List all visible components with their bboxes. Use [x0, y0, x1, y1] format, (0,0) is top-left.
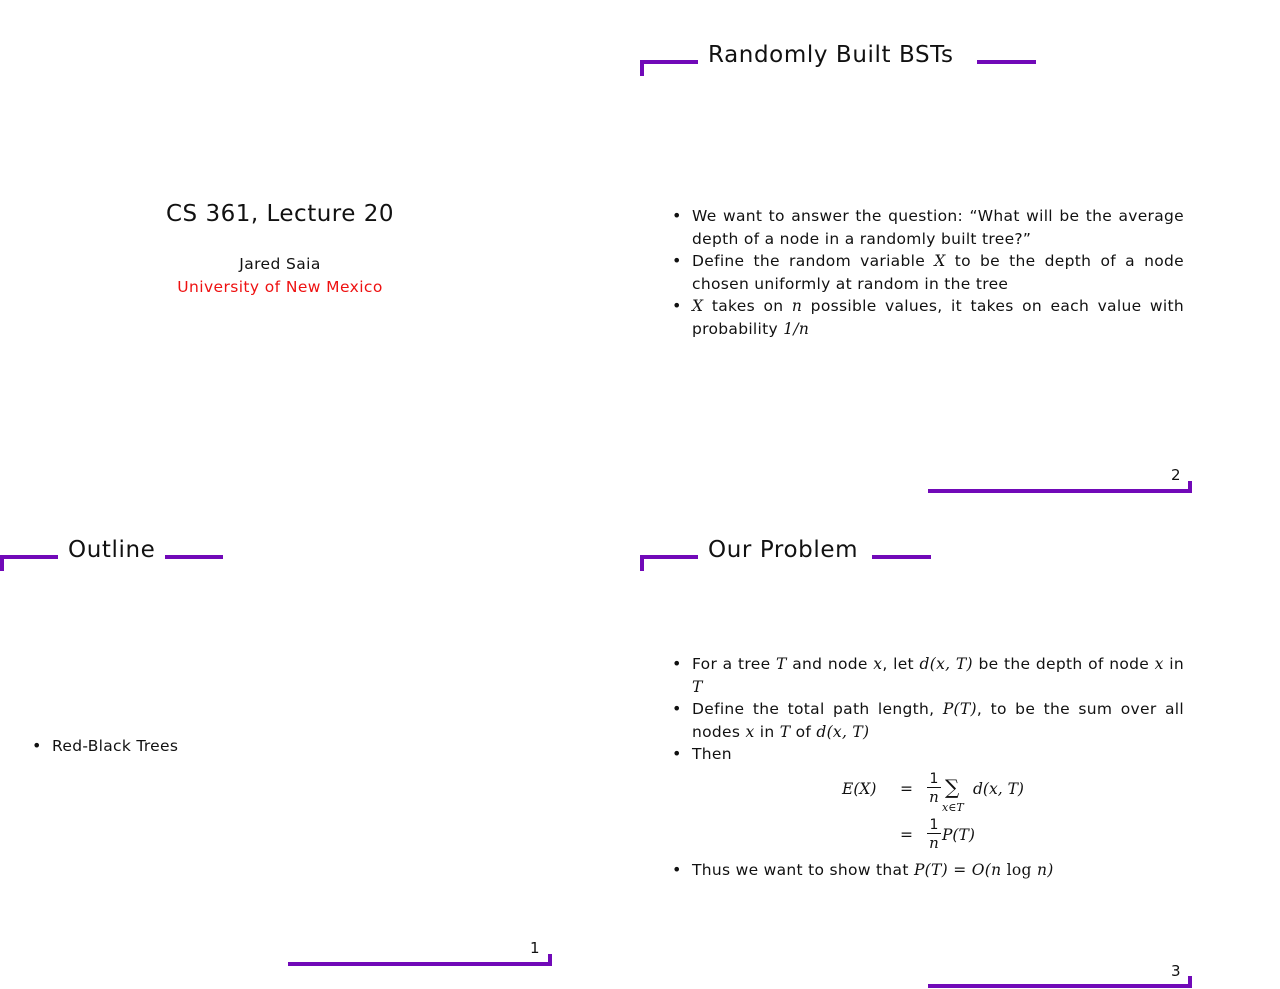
frame-corner-bottom-right — [288, 954, 552, 966]
fraction-one-over-n: $\frac{1}{n}$ — [927, 771, 941, 806]
equals-sign: = — [900, 826, 913, 844]
frame-corner-bottom-right — [928, 481, 1192, 493]
equation-lhs: E(X) — [842, 780, 877, 798]
slide-outline — [0, 495, 640, 989]
frame-corner-top-left — [640, 555, 698, 571]
bullet-list — [32, 735, 572, 758]
bullet-item: • Define the total path length, P(T), to be the sum over all nodes x in T of d(x, T) — [672, 698, 1184, 743]
slide-title: Outline — [68, 537, 156, 563]
frame-corner-bottom-right — [928, 976, 1192, 988]
slide-cover — [0, 0, 640, 495]
sum-subscript: x∈T — [942, 801, 964, 814]
title-rule — [165, 555, 223, 559]
title-rule — [977, 60, 1036, 64]
frame-corner-top-left — [0, 555, 58, 571]
page-number: 3 — [1171, 962, 1181, 980]
bullet-item: • Thus we want to show that P(T) = O(n log n) — [672, 859, 1184, 882]
bullet-list-bottom — [672, 859, 1184, 882]
page-number: 1 — [530, 939, 540, 957]
sum-term: d(x, T) — [973, 780, 1024, 798]
course-title: CS 361, Lecture 20 — [166, 201, 394, 227]
sum-symbol: ∑ — [945, 775, 960, 799]
bullet-list — [672, 205, 1184, 340]
page-number: 2 — [1171, 466, 1181, 484]
frame-corner-top-left — [640, 60, 698, 76]
institution-name: University of New Mexico — [177, 278, 383, 296]
equals-sign: = — [900, 780, 913, 798]
bullet-list-top — [672, 653, 1184, 766]
bullet-item: • We want to answer the question: “What will be the average depth of a node in a randomly built tree?” — [672, 205, 1184, 250]
fraction-one-over-n: $\frac{1}{n}$ — [927, 817, 941, 852]
bullet-item: • For a tree T and node x, let d(x, T) be the depth of node x in T — [672, 653, 1184, 698]
slide-our-problem — [640, 495, 1280, 989]
bullet-item: • X takes on n possible values, it takes on each value with probability 1/n — [672, 295, 1184, 340]
slide-title: Our Problem — [708, 537, 859, 563]
term-path-length: P(T) — [942, 826, 975, 844]
author-name: Jared Saia — [239, 255, 321, 273]
bullet-item: • Red-Black Trees — [32, 735, 572, 758]
title-rule — [872, 555, 931, 559]
bullet-item: • Define the random variable X to be the depth of a node chosen uniformly at random in the tree — [672, 250, 1184, 295]
slide-randomly-built-bsts — [640, 0, 1280, 495]
slide-title: Randomly Built BSTs — [708, 42, 954, 68]
bullet-item: • Then — [672, 743, 1184, 766]
